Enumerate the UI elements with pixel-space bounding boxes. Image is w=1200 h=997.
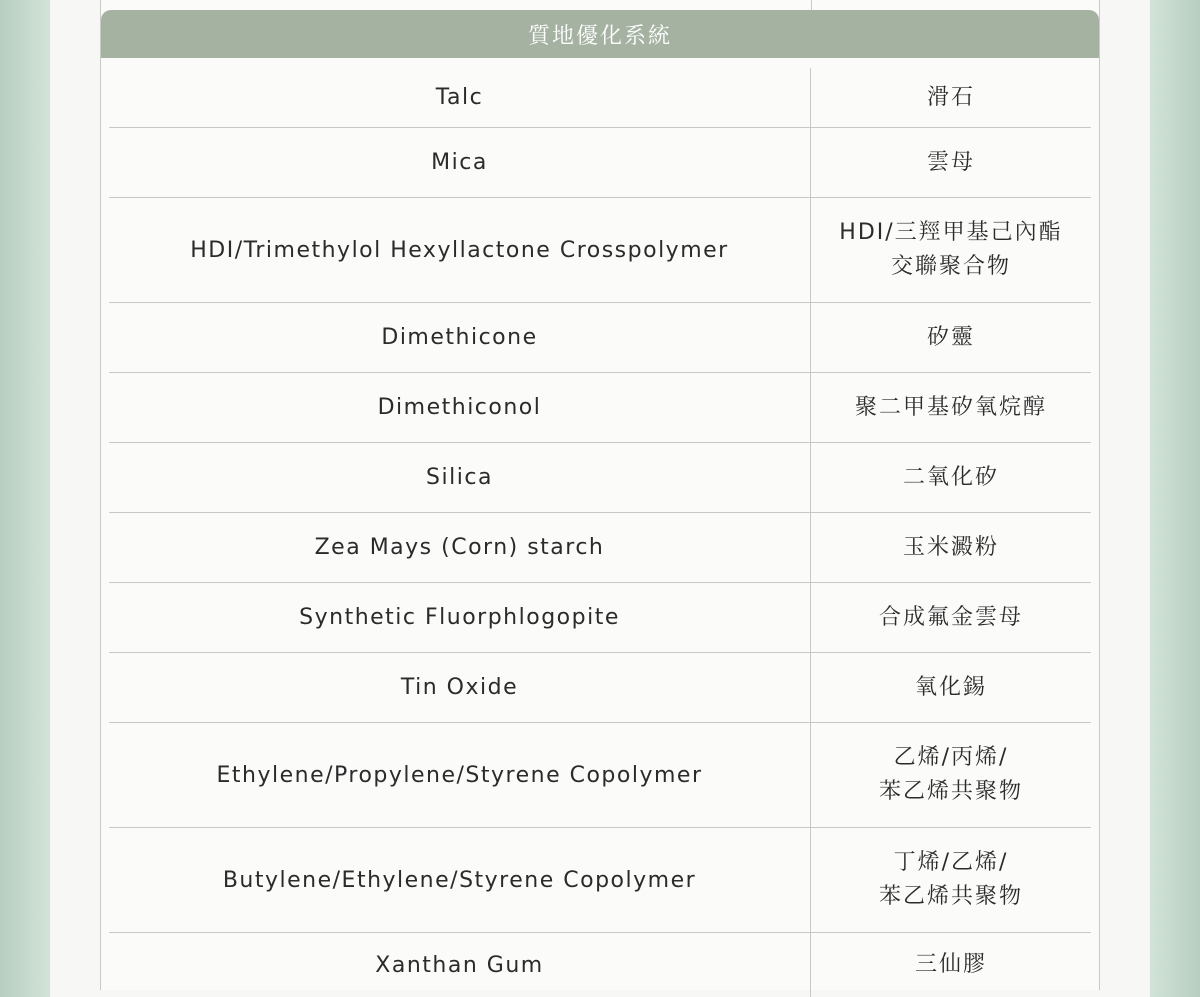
- table-row: [109, 828, 1091, 933]
- table-row: [109, 373, 1091, 443]
- ingredient-zh-text: 丁烯/乙烯/ 苯乙烯共聚物: [878, 850, 1023, 909]
- ingredient-zh: [811, 933, 1091, 997]
- ingredient-en: Zea Mays (Corn) starch: [109, 513, 811, 582]
- ingredient-zh: [811, 198, 1091, 302]
- ingredient-zh: [811, 583, 1091, 652]
- ingredient-zh-text: 氧化錫: [914, 674, 987, 700]
- ingredient-zh: [811, 443, 1091, 512]
- ingredient-zh: [811, 513, 1091, 582]
- table-row: [109, 443, 1091, 513]
- ingredient-en: Butylene/Ethylene/Styrene Copolymer: [109, 828, 811, 932]
- ingredient-zh-text: 合成氟金雲母: [878, 604, 1023, 630]
- ingredients-table: [109, 68, 1091, 997]
- ingredient-en: Dimethiconol: [109, 373, 811, 442]
- ingredient-zh-text: 滑石: [926, 84, 975, 110]
- table-row: [109, 933, 1091, 997]
- ingredient-en: Xanthan Gum: [109, 933, 811, 997]
- table-row: [109, 303, 1091, 373]
- ingredient-zh-text: 乙烯/丙烯/ 苯乙烯共聚物: [878, 745, 1023, 804]
- ingredient-zh: [811, 128, 1091, 197]
- table-row: [109, 68, 1091, 128]
- ingredient-zh-text: 矽靈: [926, 324, 975, 350]
- table-row: [109, 653, 1091, 723]
- ingredient-zh: [811, 653, 1091, 722]
- table-row: [109, 583, 1091, 653]
- table-row: [109, 128, 1091, 198]
- section-title: 質地優化系統: [527, 23, 672, 49]
- ingredient-zh-text: 二氧化矽: [902, 464, 999, 490]
- ingredient-zh: [811, 828, 1091, 932]
- ingredient-zh-text: HDI/三羥甲基己內酯 交聯聚合物: [839, 220, 1063, 279]
- ingredients-panel: [100, 0, 1100, 990]
- ingredient-en: Ethylene/Propylene/Styrene Copolymer: [109, 723, 811, 827]
- table-divider-stub: [811, 0, 812, 10]
- table-row: [109, 198, 1091, 303]
- ingredient-en: Tin Oxide: [109, 653, 811, 722]
- ingredient-en: Synthetic Fluorphlogopite: [109, 583, 811, 652]
- ingredient-zh: [811, 303, 1091, 372]
- ingredient-zh-text: 聚二甲基矽氧烷醇: [854, 394, 1047, 420]
- ingredient-zh-text: 雲母: [926, 149, 975, 175]
- ingredient-zh-text: 三仙膠: [914, 952, 987, 977]
- ingredient-zh: [811, 723, 1091, 827]
- section-header: [101, 10, 1099, 58]
- table-row: [109, 513, 1091, 583]
- ingredient-en: Dimethicone: [109, 303, 811, 372]
- ingredient-en: Talc: [109, 68, 811, 127]
- ingredient-en: Silica: [109, 443, 811, 512]
- ingredient-zh: [811, 373, 1091, 442]
- ingredient-en: Mica: [109, 128, 811, 197]
- ingredient-zh-text: 玉米澱粉: [902, 534, 999, 560]
- ingredient-en: HDI/Trimethylol Hexyllactone Crosspolymer: [109, 198, 811, 302]
- ingredient-zh: [811, 68, 1091, 127]
- table-row: [109, 723, 1091, 828]
